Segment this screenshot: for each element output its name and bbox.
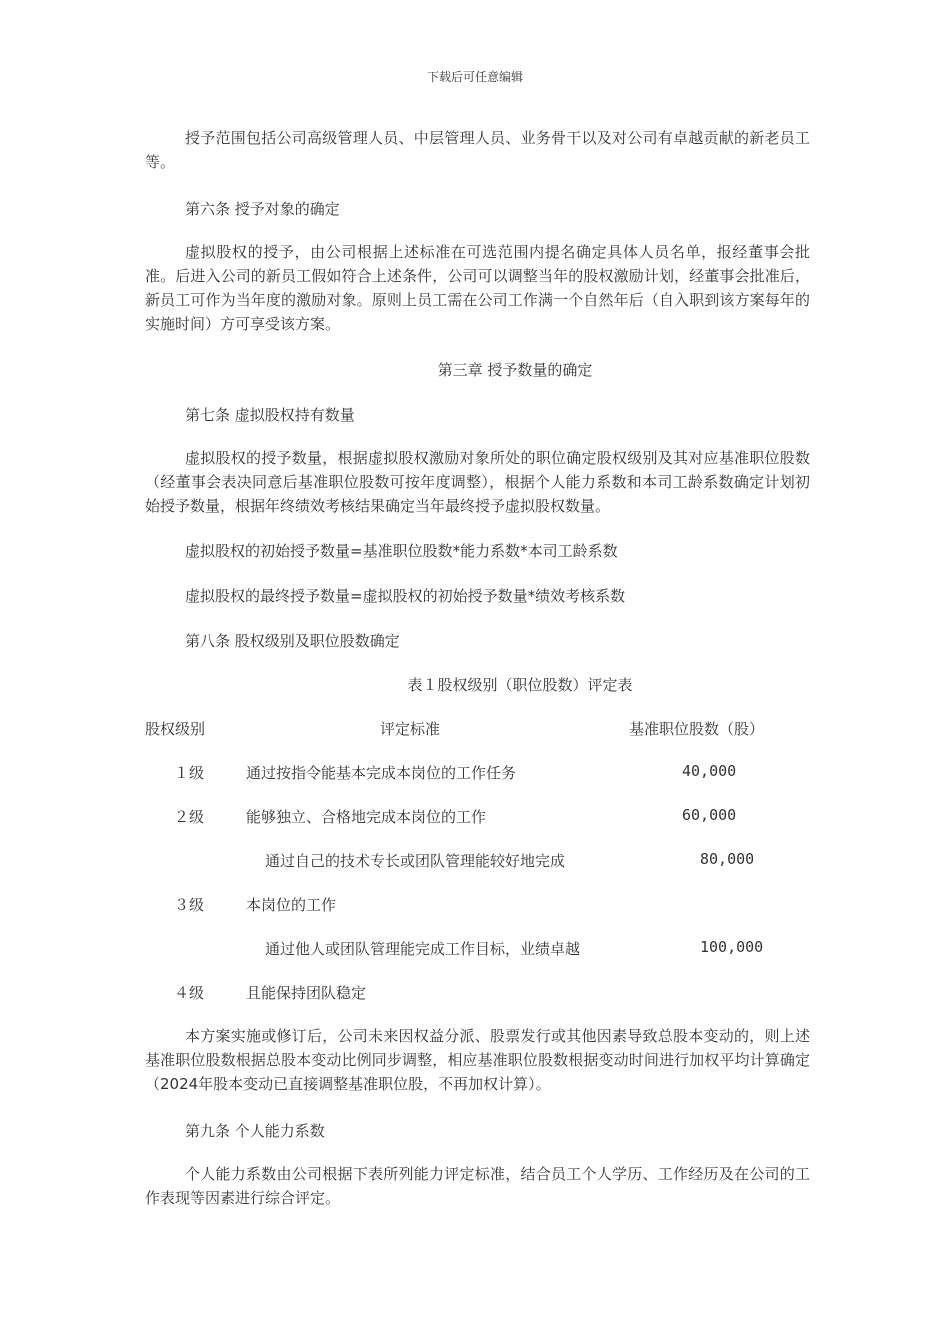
table-row-shares: 100,000: [700, 938, 764, 956]
table-row-criteria: 本岗位的工作: [246, 896, 337, 914]
table-row-criteria: 通过他人或团队管理能完成工作目标，业绩卓越: [265, 940, 581, 958]
table-row-level: ２级: [174, 808, 205, 826]
paragraph-share-adjustment: 本方案实施或修订后，公司未来因权益分派、股票发行或其他因素导致总股本变动的，则上述基准职位股数根据总股本变动比例同步调整，相应基准职位股数根据变动时间进行加权平均计算确定（2024年股本变动已直接调整基准职位股，不再加权计算）。: [145, 1027, 810, 1093]
article-7-title: 第七条 虚拟股权持有数量: [185, 406, 355, 424]
paragraph-ability-coefficient: 个人能力系数由公司根据下表所列能力评定标准，结合员工个人学历、工作经历及在公司的工作表现等因素进行综合评定。: [145, 1165, 810, 1207]
article-9-title: 第九条 个人能力系数: [185, 1122, 325, 1140]
table-row-shares: 80,000: [700, 850, 755, 868]
paragraph-grant-scope: 授予范围包括公司高级管理人员、中层管理人员、业务骨干以及对公司有卓越贡献的新老员工等。: [145, 129, 810, 171]
table-header-shares: 基准职位股数（股）: [629, 720, 765, 738]
table-row-criteria: 且能保持团队稳定: [246, 984, 367, 1002]
table-row-criteria: 通过自己的技术专长或团队管理能较好地完成: [265, 852, 566, 870]
table-row-level: ３级: [174, 896, 205, 914]
table-row-level: ４级: [174, 984, 205, 1002]
formula-final-grant: 虚拟股权的最终授予数量=虚拟股权的初始授予数量*绩效考核系数: [185, 587, 626, 605]
paragraph-grant-quantity: 虚拟股权的授予数量，根据虚拟股权激励对象所处的职位确定股权级别及其对应基准职位股数（经董事会表决同意后基准职位股数可按年度调整），根据个人能力系数和本司工龄系数确定计划初始授予数量，根据年终绩效考核结果确定当年最终授予虚拟股权数量。: [145, 449, 810, 515]
paragraph-grant-objects: 虚拟股权的授予，由公司根据上述标准在可选范围内提名确定具体人员名单，报经董事会批准。后进入公司的新员工假如符合上述条件，公司可以调整当年的股权激励计划，经董事会批准后，新员工可作为当年度的激励对象。原则上员工需在公司工作满一个自然年后（自入职到该方案每年的实施时间）方可享受该方案。: [145, 243, 810, 333]
formula-initial-grant: 虚拟股权的初始授予数量=基准职位股数*能力系数*本司工龄系数: [185, 542, 618, 560]
page-header: 下载后可任意编辑: [426, 70, 523, 84]
table-row-criteria: 能够独立、合格地完成本岗位的工作: [246, 808, 487, 826]
article-8-title: 第八条 股权级别及职位股数确定: [185, 632, 400, 650]
table-header-criteria: 评定标准: [380, 720, 441, 738]
chapter-3-title: 第三章 授予数量的确定: [437, 361, 593, 379]
table-title: 表１股权级别（职位股数）评定表: [407, 676, 633, 694]
article-6-title: 第六条 授予对象的确定: [185, 200, 340, 218]
table-header-level: 股权级别: [145, 720, 206, 738]
table-row-shares: 40,000: [682, 762, 737, 780]
table-row-shares: 60,000: [682, 806, 737, 824]
table-row-level: １级: [174, 764, 205, 782]
table-row-criteria: 通过按指令能基本完成本岗位的工作任务: [246, 764, 517, 782]
